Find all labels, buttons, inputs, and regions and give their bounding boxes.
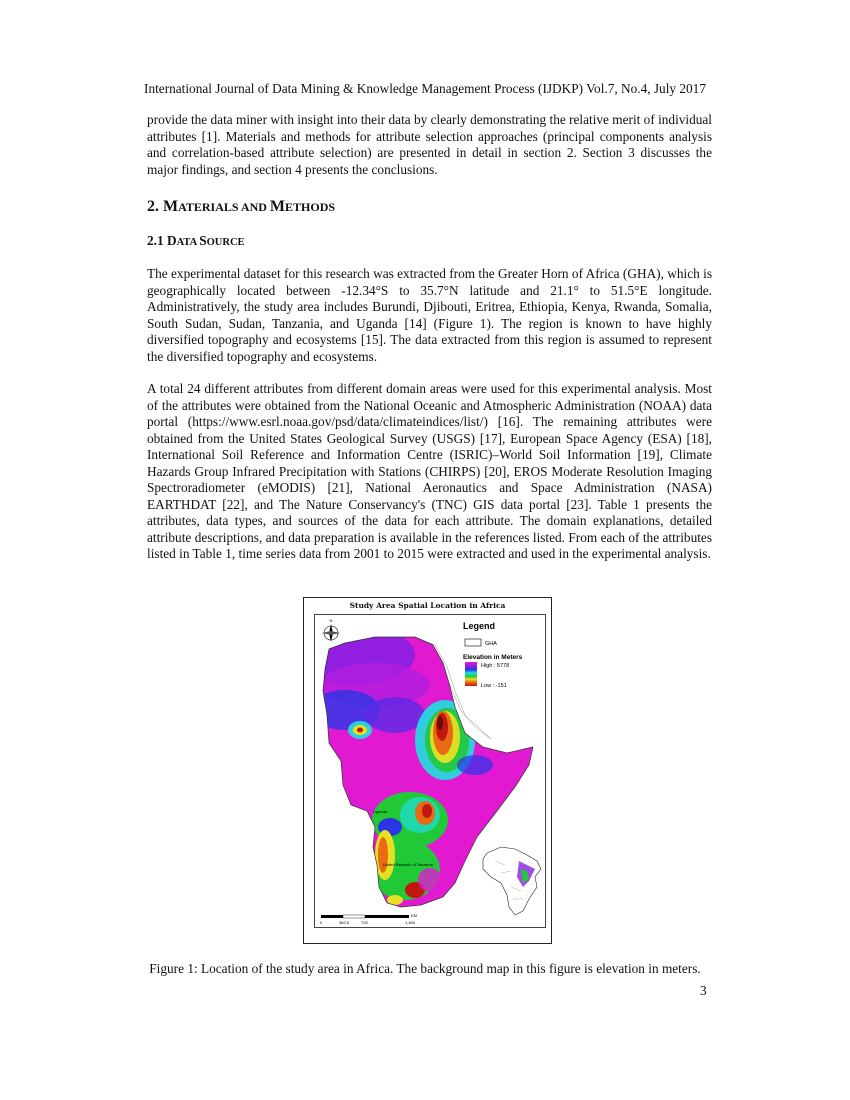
figure-caption: Figure 1: Location of the study area in Africa. The background map in this figure is elevation in meters.	[149, 961, 701, 976]
label-uganda: Uganda	[373, 809, 388, 814]
heading-part: M	[163, 198, 179, 215]
legend-gha-swatch	[465, 639, 481, 646]
scale-label-3: 1,450	[405, 920, 416, 925]
figure-study-area-map	[303, 597, 552, 944]
heading-part: ATERIALS AND	[178, 200, 270, 214]
map-legend	[463, 621, 523, 689]
page-number: 3	[700, 983, 707, 998]
intro-paragraph: provide the data miner with insight into their data by clearly demonstrating the relative merit of individual attributes [1]. Materials and methods for attribute selection approaches (principal components analysis and correlation-based attribute selection) are presented in detail in section 2. Section 3 discusses the major findings, and section 4 presents the conclusions.	[147, 112, 712, 177]
subsection-number: 2.1	[147, 233, 164, 248]
scale-unit: KM	[411, 913, 417, 918]
scale-bar	[320, 913, 417, 925]
north-arrow-icon	[322, 618, 340, 642]
running-header: International Journal of Data Mining & Knowledge Management Process (IJDKP) Vol.7, No.4, July 2017	[144, 81, 706, 96]
north-label: N	[329, 618, 333, 623]
elevation-map	[315, 615, 545, 927]
label-tanzania: United Republic of Tanzania	[383, 862, 433, 867]
heading-part: D	[166, 233, 177, 248]
scale-label-0: 0	[320, 920, 323, 925]
legend-title: Legend	[463, 621, 496, 631]
heading-part: OURCE	[206, 237, 245, 248]
section-heading-materials-methods	[147, 197, 335, 217]
heading-part: ETHODS	[285, 200, 336, 214]
legend-elevation-ramp	[465, 662, 477, 686]
map-frame	[314, 614, 546, 928]
legend-high-label: High : 5778	[481, 663, 510, 669]
legend-low-label: Low : -151	[481, 683, 507, 689]
heading-part: ATA	[176, 237, 200, 248]
scale-label-1: 362.5	[339, 920, 350, 925]
paragraph-data-source: The experimental dataset for this research was extracted from the Greater Horn of Africa (GHA), which is geographically located between -12.34°S to 35.7°N latitude and 21.1° to 51.5°E longitude. Administratively, the study area includes Burundi, Djibouti, Eritrea, Ethiopia, Kenya, Rwanda, Somalia, South Sudan, Sudan, Tanzania, and Uganda [14] (Figure 1). The region is known to have highly diversified topography and ecosystems [15]. The data extracted from this region is assumed to represent the diversified topography and ecosystems.	[147, 266, 712, 364]
heading-part: M	[269, 198, 286, 215]
legend-elevation-title: Elevation in Meters	[463, 654, 523, 661]
paragraph-attributes: A total 24 different attributes from different domain areas were used for this experimental analysis. Most of the attributes were obtained from the National Oceanic and Atmospheric Administration (NOAA) data portal (https://www.esrl.noaa.gov/psd/data/climateindices/list/) [16]. The remaining attributes were obtained from the United States Geological Survey (USGS) [17], European Space Agency (ESA) [18], International Soil Reference and Information Centre (ISRIC)–World Soil Information [19], Climate Hazards Group Infrared Precipitation with Stations (CHIRPS) [20], EROS Moderate Resolution Imaging Spectroradiometer (eMODIS) [21], National Aeronautics and Space Administration (NASA) EARTHDAT [22], and The Nature Conservancy's (TNC) GIS data portal [23]. Table 1 presents the attributes, data types, and sources of the data for each attribute. The domain explanations, detailed attribute descriptions, and data preparation is available in the references listed. From each of the attributes listed in Table 1, time series data from 2001 to 2015 were extracted and used in the experimental analysis.	[147, 381, 712, 561]
scale-label-2: 725	[361, 920, 368, 925]
figure-title: Study Area Spatial Location in Africa	[349, 601, 506, 610]
subsection-heading-data-source	[147, 233, 245, 251]
legend-gha-label: GHA	[485, 641, 497, 647]
africa-inset-map	[483, 847, 541, 915]
heading-part: S	[199, 233, 207, 248]
section-number: 2.	[147, 198, 159, 215]
